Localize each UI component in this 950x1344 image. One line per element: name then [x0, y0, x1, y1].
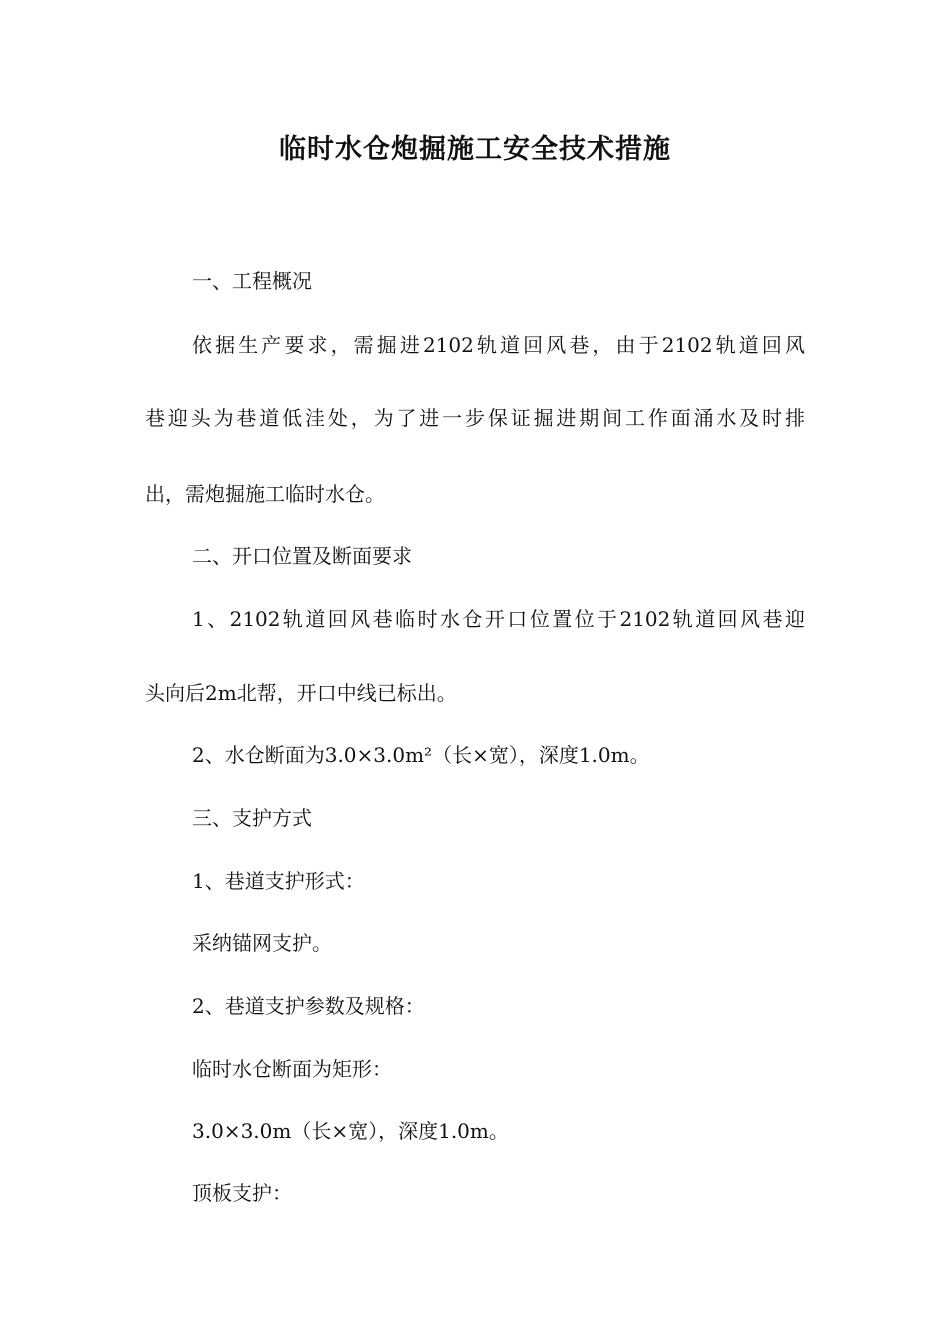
document-title: 临时水仓炮掘施工安全技术措施: [279, 134, 671, 165]
paragraph-line: 出，需炮掘施工临时水仓。: [145, 482, 385, 506]
paragraph-line: 顶板支护：: [192, 1181, 292, 1205]
paragraph-line: 临时水仓断面为矩形：: [192, 1057, 392, 1081]
paragraph-line: 1、巷道支护形式：: [192, 869, 365, 893]
paragraph-line: 2、水仓断面为3.0×3.0m²（长×宽），深度1.0m。: [192, 743, 650, 767]
section-heading-project-overview: 一、工程概况: [192, 269, 312, 293]
paragraph-line: 1、2102轨道回风巷临时水仓开口位置位于2102轨道回风巷迎: [192, 607, 805, 631]
paragraph-line: 采纳锚网支护。: [192, 931, 332, 955]
paragraph-line: 依据生产要求，需掘进2102轨道回风巷，由于2102轨道回风: [192, 333, 805, 357]
paragraph-line: 2、巷道支护参数及规格：: [192, 994, 425, 1018]
section-heading-support-method: 三、支护方式: [192, 806, 312, 830]
paragraph-line: 3.0×3.0m（长×宽），深度1.0m。: [192, 1119, 509, 1143]
section-heading-opening-position: 二、开口位置及断面要求: [192, 544, 412, 568]
paragraph-line: 巷迎头为巷道低洼处，为了进一步保证掘进期间工作面涌水及时排: [145, 406, 805, 430]
paragraph-line: 头向后2m北帮，开口中线已标出。: [145, 681, 457, 705]
